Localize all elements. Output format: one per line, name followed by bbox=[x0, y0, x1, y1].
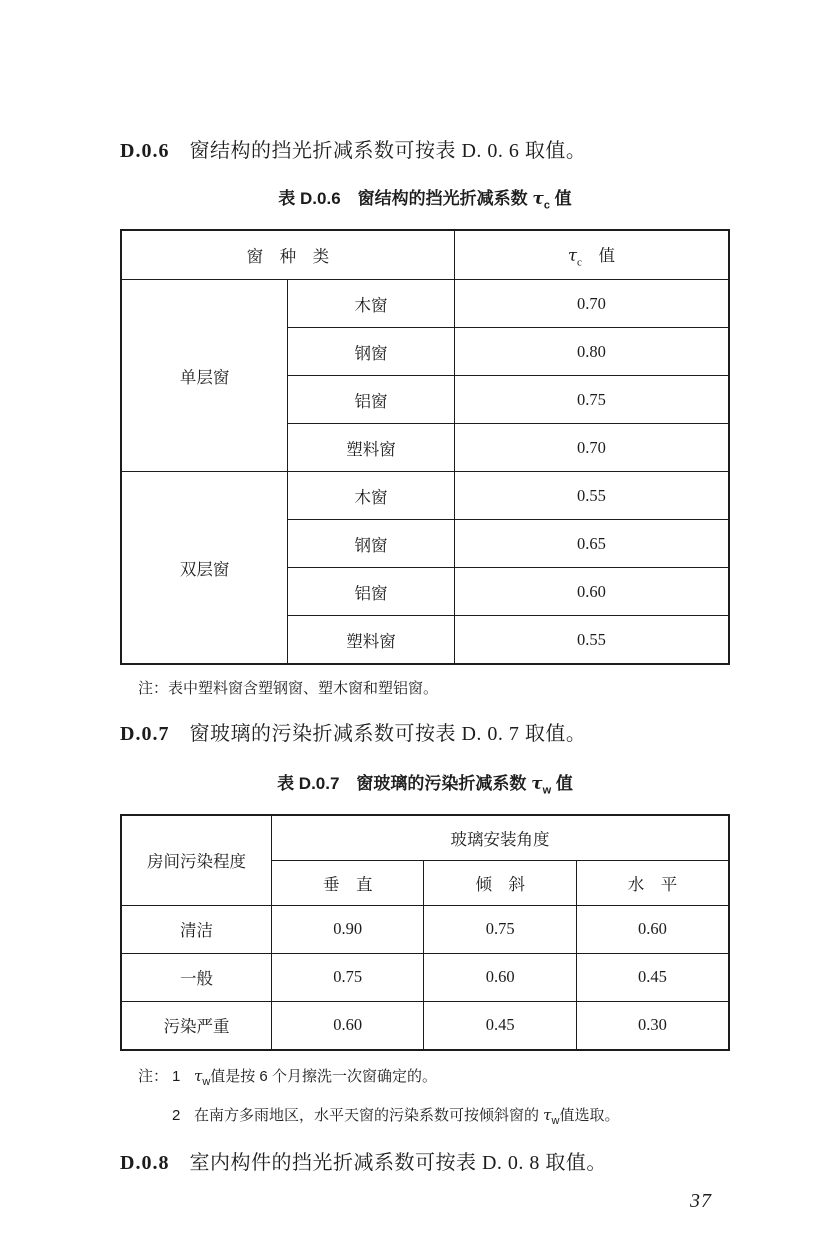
type-cell: 钢窗 bbox=[288, 328, 455, 376]
group-cell-single: 单层窗 bbox=[121, 280, 288, 472]
value-cell: 0.45 bbox=[424, 1001, 577, 1050]
row-label-cell: 清洁 bbox=[121, 905, 271, 953]
section-label-d06: D.0.6 bbox=[120, 140, 170, 162]
section-text-d06: 窗结构的挡光折减系数可按表 D. 0. 6 取值。 bbox=[189, 140, 587, 162]
table-caption-d07: 表 D.0.7 窗玻璃的污染折减系数 $\tau_w$ 值 bbox=[277, 774, 573, 797]
value-cell: 0.90 bbox=[271, 905, 424, 953]
type-cell: 木窗 bbox=[288, 280, 455, 328]
value-cell: 0.55 bbox=[454, 472, 729, 520]
table-d06-note: 注：表中塑料窗含塑钢窗、塑木窗和塑铝窗。 bbox=[138, 680, 439, 698]
section-heading-d07 bbox=[120, 721, 730, 747]
type-cell: 木窗 bbox=[288, 472, 455, 520]
row-label-cell: 污染严重 bbox=[121, 1001, 271, 1050]
tau-symbol: τ bbox=[531, 774, 543, 795]
table-d07-header-glass-angle: 玻璃安装角度 bbox=[271, 815, 729, 861]
table-row bbox=[121, 280, 729, 328]
tau-symbol: τ bbox=[543, 1105, 552, 1124]
table-d07-notes bbox=[138, 1066, 730, 1132]
section-label-d07: D.0.7 bbox=[120, 723, 170, 746]
table-row bbox=[121, 953, 729, 1001]
table-d07 bbox=[120, 814, 730, 1051]
value-cell: 0.60 bbox=[271, 1001, 424, 1050]
value-cell: 0.75 bbox=[424, 905, 577, 953]
value-cell: 0.55 bbox=[454, 616, 729, 665]
note-item-2: 2 在南方多雨地区，水平天窗的污染系数可按倾斜窗的 $\tau_w$值选取。 bbox=[172, 1105, 620, 1127]
tau-symbol: τ bbox=[194, 1066, 203, 1085]
page-number: 37 bbox=[690, 1189, 712, 1212]
type-cell: 塑料窗 bbox=[288, 424, 455, 472]
table-row bbox=[121, 905, 729, 953]
table-caption-d06: 表 D.0.6 窗结构的挡光折减系数 $\tau_c$ 值 bbox=[278, 189, 572, 212]
section-heading-d06 bbox=[120, 138, 730, 164]
value-cell: 0.60 bbox=[424, 953, 577, 1001]
angle-header-inclined: 倾 斜 bbox=[424, 860, 577, 905]
tau-symbol: τ bbox=[567, 246, 578, 266]
value-cell: 0.45 bbox=[576, 953, 729, 1001]
table-row bbox=[121, 1001, 729, 1050]
value-cell: 0.65 bbox=[454, 520, 729, 568]
value-cell: 0.60 bbox=[576, 905, 729, 953]
value-cell: 0.80 bbox=[454, 328, 729, 376]
value-cell: 0.70 bbox=[454, 280, 729, 328]
value-cell: 0.30 bbox=[576, 1001, 729, 1050]
type-cell: 铝窗 bbox=[288, 376, 455, 424]
table-row bbox=[121, 472, 729, 520]
group-cell-double: 双层窗 bbox=[121, 472, 288, 665]
table-d07-header-pollution-degree: 房间污染程度 bbox=[121, 815, 271, 906]
section-heading-d08 bbox=[120, 1150, 730, 1176]
tau-symbol: τ bbox=[532, 189, 544, 209]
value-cell: 0.70 bbox=[454, 424, 729, 472]
table-d06-header-tau-value: $\tau_c$ 值 bbox=[454, 230, 729, 280]
type-cell: 铝窗 bbox=[288, 568, 455, 616]
value-cell: 0.75 bbox=[454, 376, 729, 424]
section-text-d07: 窗玻璃的污染折减系数可按表 D. 0. 7 取值。 bbox=[189, 723, 587, 746]
angle-header-horizontal: 水 平 bbox=[576, 860, 729, 905]
angle-header-vertical: 垂 直 bbox=[271, 860, 424, 905]
type-cell: 钢窗 bbox=[288, 520, 455, 568]
value-cell: 0.60 bbox=[454, 568, 729, 616]
section-label-d08: D.0.8 bbox=[120, 1151, 170, 1174]
type-cell: 塑料窗 bbox=[288, 616, 455, 665]
table-d06-header-window-kind: 窗 种 类 bbox=[121, 230, 454, 280]
row-label-cell: 一般 bbox=[121, 953, 271, 1001]
table-d06 bbox=[120, 229, 730, 665]
value-cell: 0.75 bbox=[271, 953, 424, 1001]
note-item-1: 注： 1 $\tau_w$值是按 6 个月擦洗一次窗确定的。 bbox=[138, 1066, 437, 1088]
section-text-d08: 室内构件的挡光折减系数可按表 D. 0. 8 取值。 bbox=[189, 1151, 607, 1174]
